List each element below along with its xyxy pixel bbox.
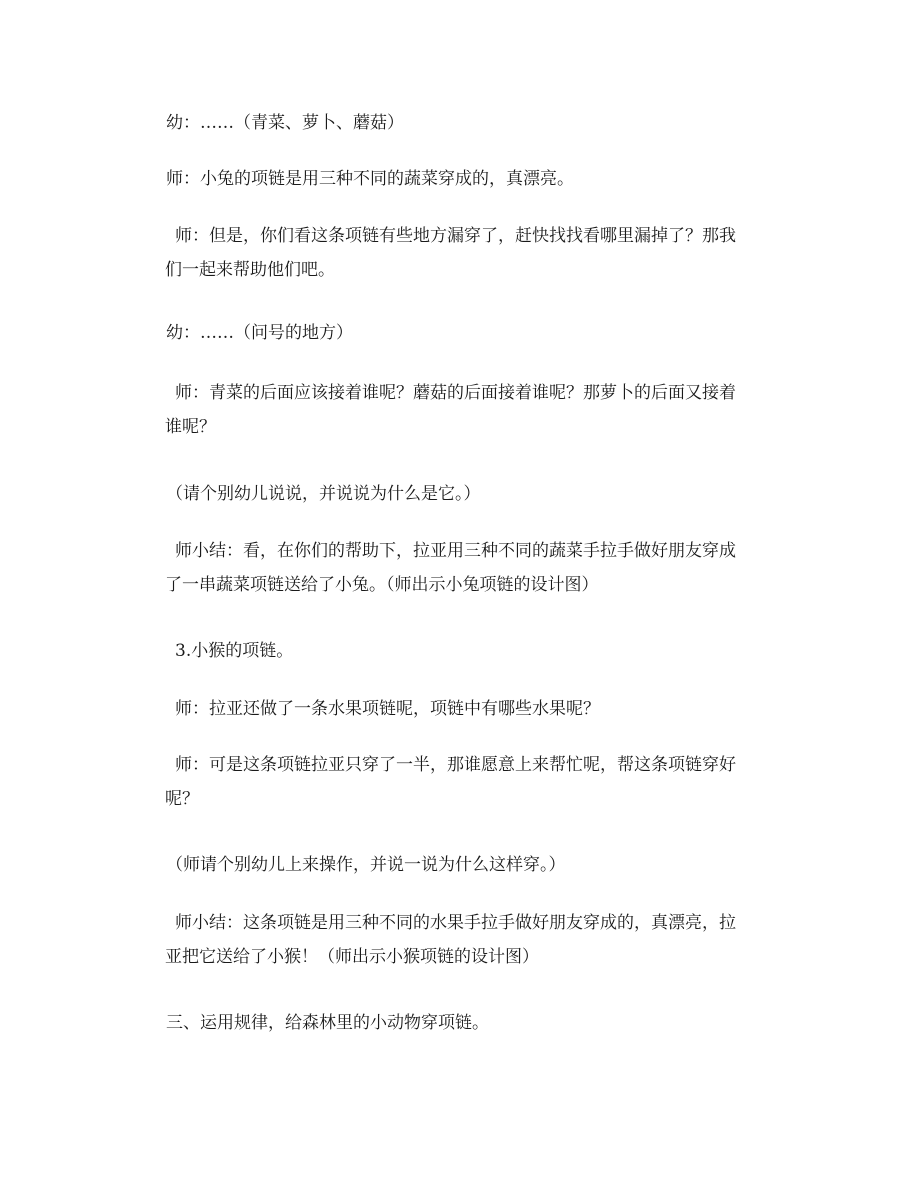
text-line: 3.小猴的项链。 [175, 641, 294, 661]
text-line: （请个别幼儿说说，并说说为什么是它。） [166, 484, 481, 504]
text-line: 师小结：这条项链是用三种不同的水果手拉手做好朋友穿成的，真漂亮，拉 [175, 913, 736, 933]
paragraph-teacher-sequence-questions [165, 376, 775, 444]
text-line: 谁呢？ [165, 417, 216, 437]
text-line: 呢？ [165, 789, 199, 809]
text-line: 师：小兔的项链是用三种不同的蔬菜穿成的，真漂亮。 [166, 169, 574, 189]
paragraph-child-answer-question-marks [166, 316, 766, 350]
text-line: 了一串蔬菜项链送给了小兔。（师出示小兔项链的设计图） [165, 575, 599, 595]
paragraph-teacher-rabbit-necklace [166, 162, 766, 196]
text-line: 师：可是这条项链拉亚只穿了一半，那谁愿意上来帮忙呢，帮这条项链穿好 [175, 755, 736, 775]
text-line: （师请个别幼儿上来操作，并说一说为什么这样穿。） [166, 855, 566, 875]
paragraph-teacher-fruit-necklace [175, 692, 775, 726]
text-line: 师：但是，你们看这条项链有些地方漏穿了，赶快找找看哪里漏掉了？那我 [175, 226, 736, 246]
paragraph-teacher-summary-vegetables [165, 534, 775, 602]
text-line: 幼：……（青菜、萝卜、蘑菇） [166, 113, 404, 133]
text-line: 师：拉亚还做了一条水果项链呢，项链中有哪些水果呢？ [175, 699, 600, 719]
text-line: 们一起来帮助他们吧。 [165, 260, 335, 280]
text-line: 师小结：看，在你们的帮助下，拉亚用三种不同的蔬菜手拉手做好朋友穿成 [175, 541, 736, 561]
text-line: 幼：……（问号的地方） [166, 323, 353, 343]
paragraph-teacher-missing-beads [165, 219, 775, 287]
paragraph-teacher-half-strung [165, 748, 775, 816]
section-heading-apply-pattern [166, 1006, 766, 1040]
text-line: 师：青菜的后面应该接着谁呢？蘑菇的后面接着谁呢？那萝卜的后面又接着 [175, 383, 736, 403]
paragraph-teacher-summary-fruits [165, 906, 775, 974]
paragraph-stage-note-children-operate [166, 848, 766, 882]
paragraph-stage-note-children-explain [166, 477, 766, 511]
paragraph-child-answer-vegetables [166, 106, 766, 140]
section-heading-monkey-necklace [175, 634, 775, 668]
text-line: 三、运用规律，给森林里的小动物穿项链。 [166, 1013, 489, 1033]
text-line: 亚把它送给了小猴！（师出示小猴项链的设计图） [165, 947, 539, 967]
